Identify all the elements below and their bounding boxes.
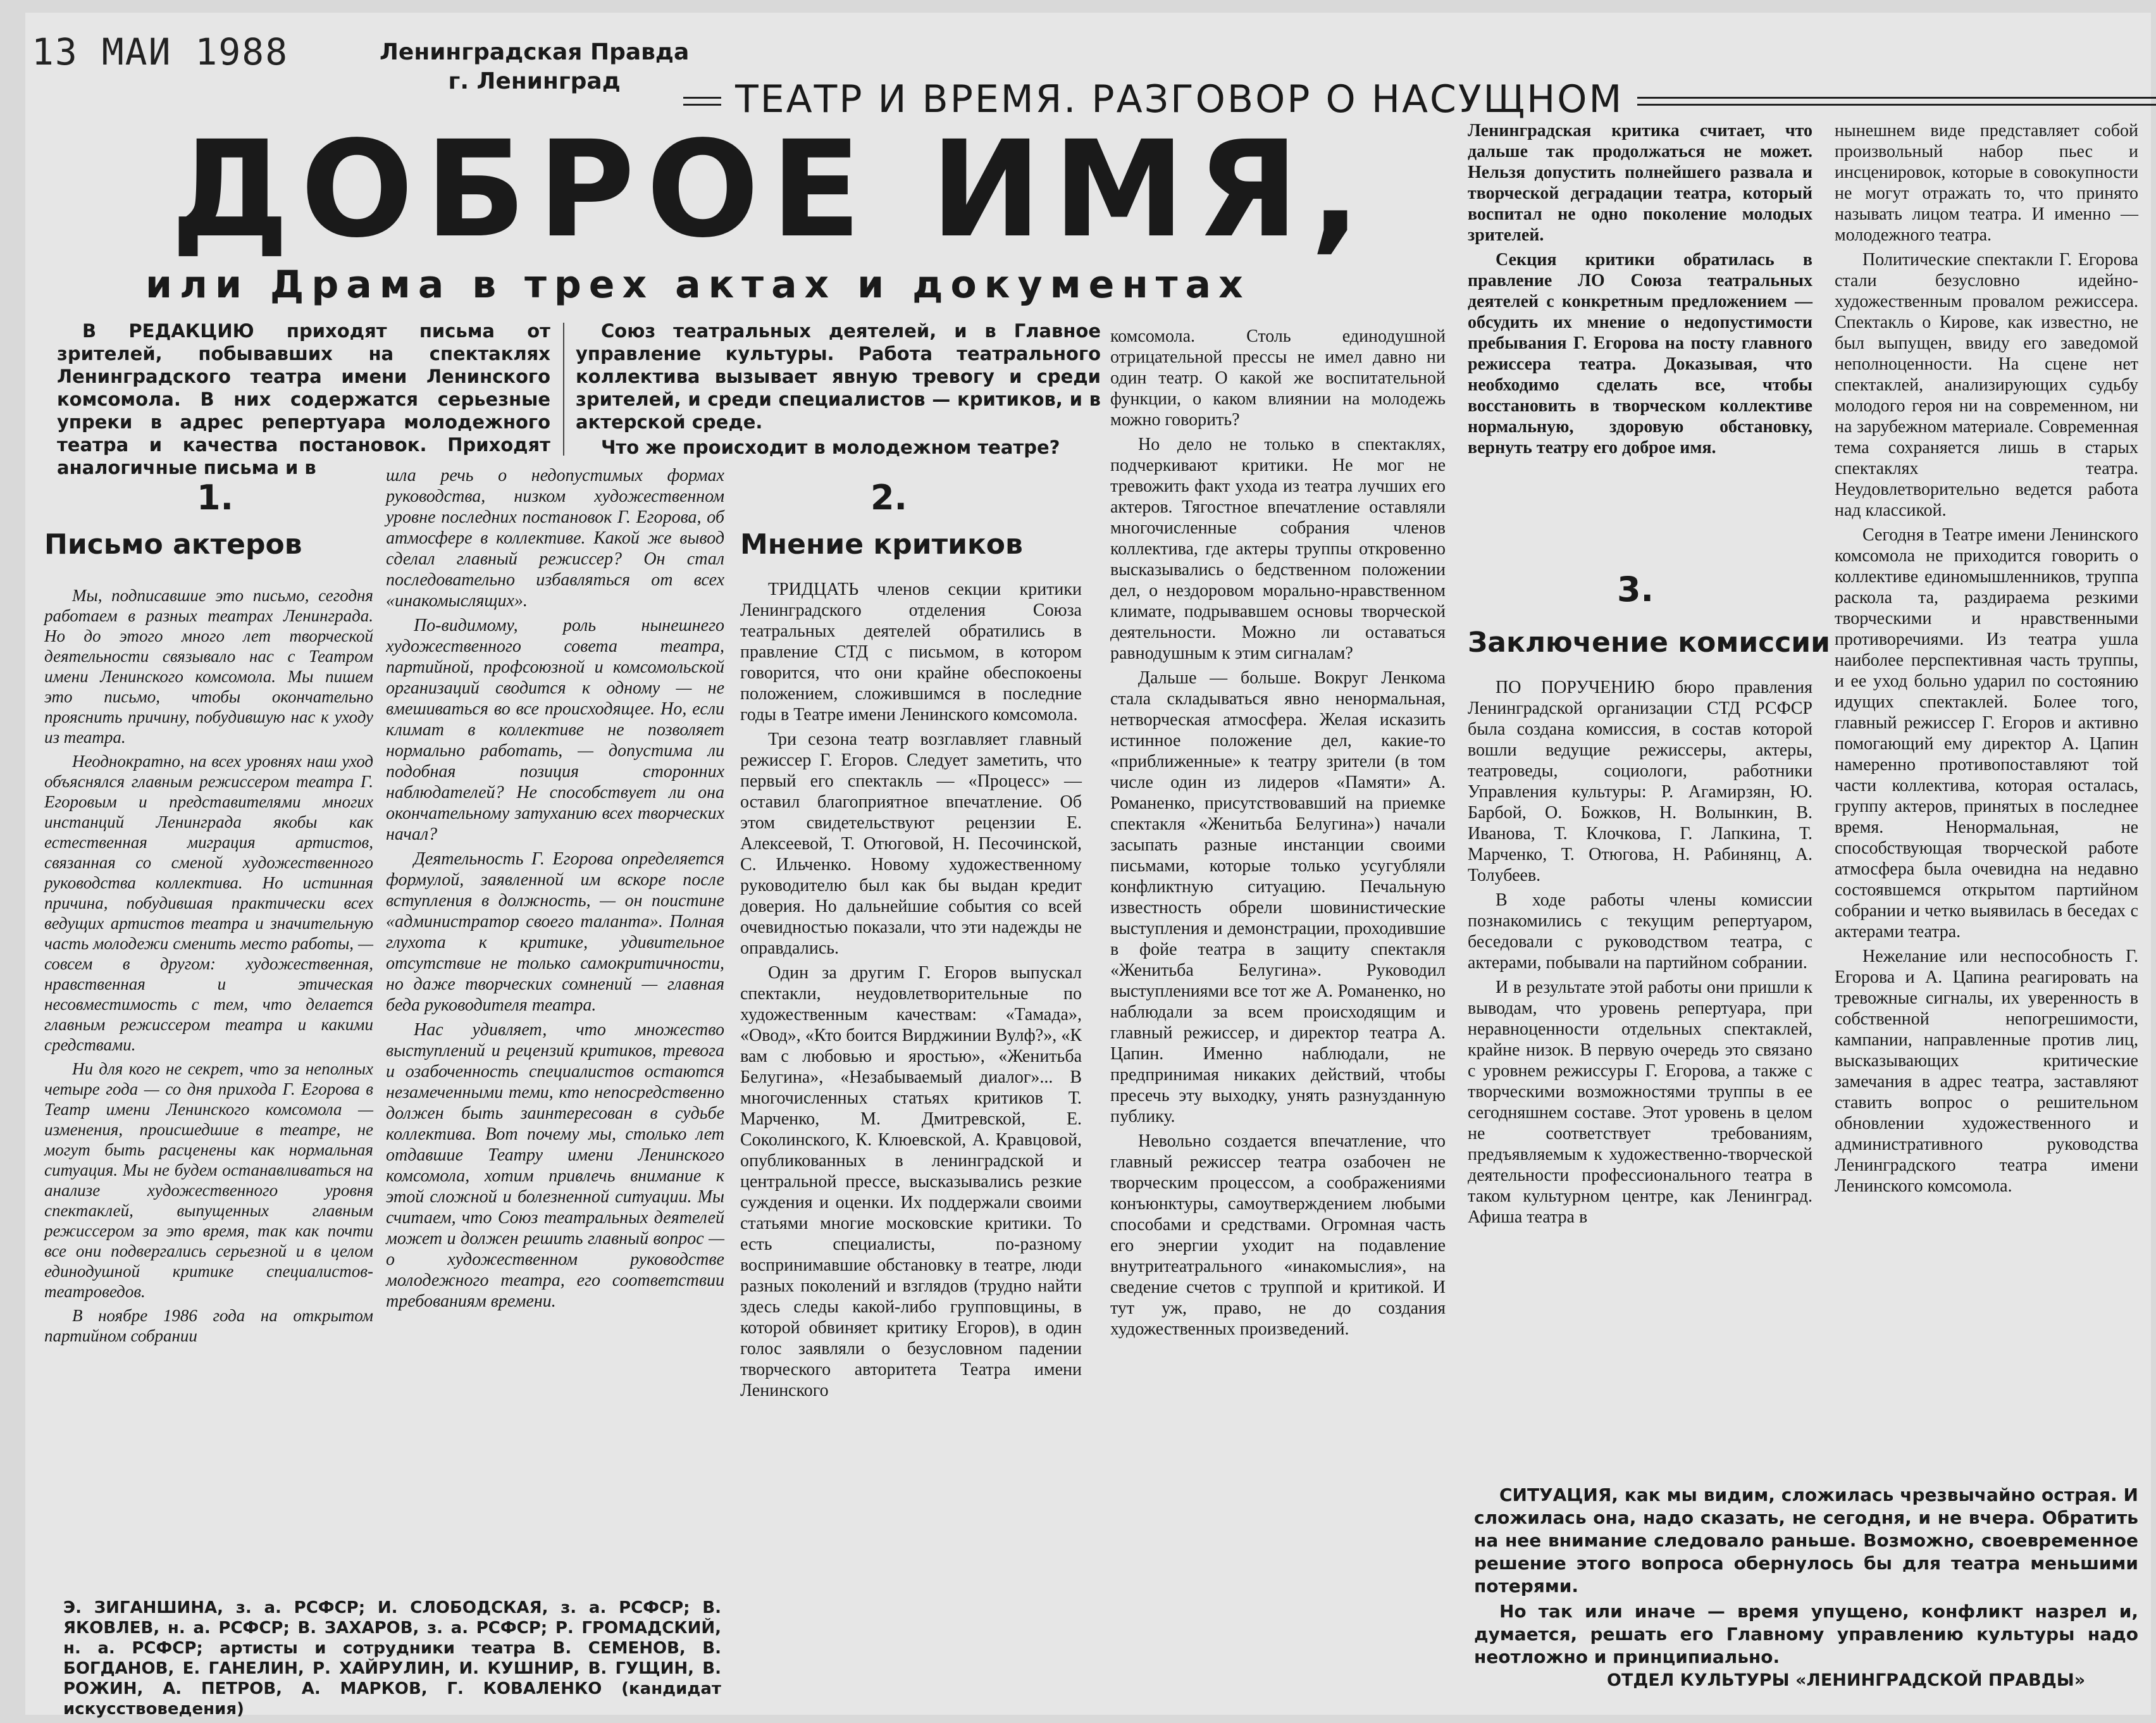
- article-title: ДОБРОЕ ИМЯ,: [171, 112, 1372, 267]
- section-1-number: 1.: [196, 478, 234, 518]
- paragraph: Нас удивляет, что множество выступлений и рецензий критиков, тревога и озабоченность специалистов остаются незамеченными теми, кто непосредственно должен быть заинтересован в судьбе коллектива. Вот почему мы, столько лет отдавшие Театру имени Ленинского комсомола, хотим привлечь внимание к этой сложной и болезненной ситуации. Мы считаем, что Союз театральных деятелей может и должен решить главный вопрос — о художественном руководстве молодежного театра, его соответствии требованиям времени.: [386, 1020, 724, 1311]
- section-2-number: 2.: [870, 478, 908, 518]
- paragraph: Деятельность Г. Егорова определяется формулой, заявленной им вскоре после вступления в должность, — он поистине «администратор своего таланта». Полная глухота к критике, удивительное отсутствие не только самокритичности, но даже творческих сомнений — главная беда руководителя театра.: [386, 849, 724, 1015]
- section-3-column-a: [1468, 677, 1812, 1231]
- paragraph: Политические спектакли Г. Егорова стали безусловно идейно-художественным провалом режиссера. Спектакль о Кирове, как известно, не был выпущен, ввиду его заведомой неполноценности. На сцене нет спектаклей, анализирующих судьбу молодого героя ни на современном, ни на зарубежном материале. Современная тема сохраняется лишь в старых спектаклях театра. Неудовлетворительно ведется работа над классикой.: [1835, 250, 2138, 520]
- paragraph: Мы, подписавшие это письмо, сегодня работаем в разных театрах Ленинграда. Но до этого много лет творческой деятельности связывало нас с Театром имени Ленинского комсомола. Мы пишем это письмо, чтобы окончательно прояснить причину, побудившую нас к уходу из театра.: [44, 586, 373, 747]
- paragraph: ПО ПОРУЧЕНИЮ бюро правления Ленинградской организации СТД РСФСР была создана комиссия, в состав которой вошли ведущие режиссеры, актеры, театроведы, социологи, работники Управления культуры: Р. Агамирзян, Ю. Барбой, О. Божков, Н. Волынкин, В. Иванова, Т. Клочкова, Г. Лапкина, Т. Марченко, Т. Отюгова, Н. Рабинянц, А. Толубеев.: [1468, 678, 1812, 885]
- paragraph: Невольно создается впечатление, что главный режиссер театра озабочен не творческим процессом, а соображениями конъюнктуры, самоутверждением любыми способами и средствами. Огромная часть его энергии уходит на подавление внутритеатрального «инакомыслия», на сведение счетов с труппой и критикой. И тут уж, право, не до создания художественных произведений.: [1110, 1131, 1446, 1339]
- paragraph: Но дело не только в спектаклях, подчеркивают критики. Не мог не тревожить факт ухода из театра лучших его актеров. Тягостное впечатление оставляли многочисленные собрания членов коллектива, где актеры труппы откровенно высказывались о бедственном положении дел, о нездоровом морально-нравственном климате, подрывавшем основы творческой деятельности. Можно ли оставаться равнодушным к этим сигналам?: [1110, 435, 1446, 663]
- section-1-title: Письмо актеров: [44, 528, 302, 561]
- rubric-rule-left: [683, 97, 721, 106]
- paragraph: Ленинградская критика считает, что дальше так продолжаться не может. Нельзя допустить полнейшего развала и творческой деградации театра, который воспитал не одно поколение молодых зрителей.: [1468, 121, 1812, 245]
- section-2-column-b: [1110, 326, 1446, 1343]
- paragraph: комсомола. Столь единодушной отрицательной прессы не имел давно ни один театр. О какой же воспитательной функции, о каком влиянии на молодежь можно говорить?: [1110, 327, 1446, 430]
- article-subtitle: или Драма в трех актах и документах: [146, 263, 1251, 307]
- source-city: г. Ленинград: [448, 68, 621, 94]
- editorial-conclusion: [1474, 1484, 2138, 1671]
- source-name: Ленинградская Правда: [380, 39, 690, 65]
- section-2-title: Мнение критиков: [740, 528, 1023, 561]
- paragraph: Три сезона театр возглавляет главный режиссер Г. Егоров. Следует заметить, что первый его спектакль — «Процесс» — оставил благоприятное впечатление. Об этом свидетельствуют рецензии Е. Алексеевой, Т. Отюговой, Н. Песочинской, С. Ильченко. Новому художественному руководителю был как бы выдан кредит доверия. Но дальнейшие события со всей очевидностью показали, что эти надежды не оправдались.: [740, 730, 1082, 958]
- section-1-column-a: [44, 585, 373, 1350]
- paragraph: Дальше — больше. Вокруг Ленкома стала складываться явно ненормальная, нетворческая атмосфера. Желая исказить истинное положение дел, какие-то «приближенные» к театру зрители (в том числе один из лидеров «Памяти» А. Романенко, присутствовавший на приемке спектакля «Женитьба Белугина») начали засыпать разные инстанции своими письмами, которые только усугубляли конфликтную ситуацию. Печальную известность обрели шовинистические выступления и демонстрации, проходившие в фойе театра в защиту спектакля «Женитьба Белугина». Руководил выступлениями все тот же А. Романенко, но наблюдали за всем происходящим и главный режиссер, и директор театра А. Цапин. Именно наблюдали, не предпринимая никаких действий, чтобы пресечь эту выходку, унять разнузданную публику.: [1110, 668, 1446, 1126]
- paragraph: И в результате этой работы они пришли к выводам, что уровень репертуара, при неравноценности отдельных спектаклей, крайне низок. В первую очередь это связано с уровнем режиссуры Г. Егорова, а также с творческими возможностями труппы в ее сегодняшнем составе. Этот уровень в целом не соответствует требованиям, предъявляемым к художественно-творческой деятельности профессионального театра в таком культурном центре, как Ленинград. Афиша театра в: [1468, 978, 1812, 1227]
- paragraph: В ходе работы члены комиссии познакомились с текущим репертуаром, беседовали с руководством театра, с актерами, побывали на партийном собрании.: [1468, 890, 1812, 973]
- paragraph: Один за другим Г. Егоров выпускал спектакли, неудовлетворительные по художественным качествам: «Тамада», «Овод», «Кто боится Вирджинии Вулф?», «К вам с любовью и яростью», «Женитьба Белугина», «Незабываемый диалог»... В многочисленных статьях критиков Т. Марченко, М. Дмитревской, Е. Соколинского, К. Клюевской, А. Кравцовой, опубликованных в ленинградской и центральной прессе, высказывались резкие суждения и оценки. Их поддержали своими статьями многие московские критики. То есть специалисты, по-разному воспринимавшие обстановку в театре, люди разных поколений и взглядов (трудно найти здесь следы какой-либо групповщины, в которой обвиняет критику Егоров), в один голос заявляли о безусловном падении творческого авторитета Театра имени Ленинского: [740, 963, 1082, 1400]
- paragraph: СИТУАЦИЯ, как мы видим, сложилась чрезвычайно острая. И сложилась она, надо сказать, не сегодня, и не вчера. Обратить на нее внимание следовало раньше. Возможно, своевременное решение этого вопроса обернулось бы для театра меньшими потерями.: [1474, 1484, 2138, 1596]
- paragraph: Нежелание или неспособность Г. Егорова и А. Цапина реагировать на тревожные сигналы, их уверенность в собственной непогрешимости, кампании, направленные против лиц, высказывающих критические замечания в адрес театра, заставляют ставить вопрос о решительном обновлении художественного и административного руководства Ленинградского театра имени Ленинского комсомола.: [1835, 947, 2138, 1196]
- newspaper-clipping: [25, 13, 2151, 1719]
- section-1-column-b: [386, 465, 724, 1316]
- paragraph: нынешнем виде представляет собой произвольный набор пьес и инсценировок, которые в совокупности не могут отражать то, что принято называть лицом театра. И именно — молодежного театра.: [1835, 121, 2138, 245]
- lead-part-1: [57, 320, 550, 482]
- paragraph: Но так или иначе — время упущено, конфликт назрел и, думается, решать его Главному управлению культуры надо неотложно и принципиально.: [1474, 1601, 2138, 1667]
- lead-question: Что же происходит в молодежном театре?: [601, 437, 1060, 458]
- section-2-column-a: [740, 579, 1082, 1405]
- lead-paragraph: В РЕДАКЦИЮ приходят письма от зрителей, побывавших на спектаклях Ленинградского театра имени Ленинского комсомола. В них содержатся серьезные упреки в адрес репертуара молодежного театра и качества постановок. Приходят аналогичные письма и в: [57, 320, 550, 478]
- byline: ОТДЕЛ КУЛЬТУРЫ «ЛЕНИНГРАДСКОЙ ПРАВДЫ»: [1607, 1670, 2086, 1690]
- paragraph: По-видимому, роль нынешнего художественного совета театра, партийной, профсоюзной и комсомольской организаций сводится к одному — не вмешиваться во все происходящее. Но, если климат в коллективе не позволяет нормально работать, — допустима ли подобная позиция сторонних наблюдателей? Не способствует ли она окончательному затуханию всех творческих начал?: [386, 616, 724, 844]
- rubric-rule-right: [1637, 97, 2156, 106]
- section-3-title: Заключение комиссии: [1468, 626, 1830, 659]
- section-3-column-b: [1835, 120, 2138, 1200]
- paragraph: Секция критики обратилась в правление ЛО Союза театральных деятелей с конкретным предложением — обсудить их мнение о недопустимости пребывания Г. Егорова на посту главного режиссера театра. Доказывая, что необходимо сделать все, чтобы восстановить в творческом коллективе нормальную, здоровую обстановку, вернуть театру его доброе имя.: [1468, 250, 1812, 457]
- paragraph: ТРИДЦАТЬ членов секции критики Ленинградского отделения Союза театральных деятелей обратились в правление СТД с письмом, в котором говорится, что они крайне обеспокоены положением, сложившимся в последние годы в Театре имени Ленинского комсомола.: [740, 580, 1082, 725]
- source-label: [380, 38, 689, 96]
- rubric-text: ТЕАТР И ВРЕМЯ. РАЗГОВОР О НАСУЩНОМ: [735, 77, 1624, 121]
- section-3-number: 3.: [1616, 569, 1654, 609]
- signatures: Э. ЗИГАНШИНА, з. а. РСФСР; И. СЛОБОДСКАЯ, з. а. РСФСР; В. ЯКОВЛЕВ, н. а. РСФСР; В. ЗАХАРОВ, з. а. РСФСР; Р. ГРОМАДСКИЙ, н. а. РСФСР; артисты и сотрудники театра В. СЕМЕНОВ, В. БОГДАНОВ, Е. ГАНЕЛИН, Р. ХАЙРУЛИН, И. КУШНИР, В. ГУЩИН, В. РОЖИН, А. ПЕТРОВ, А. МАРКОВ, Г. КОВАЛЕНКО (кандидат искусствоведения): [63, 1598, 721, 1719]
- paragraph: шла речь о недопустимых формах руководства, низком художественном уровне последних постановок Г. Егорова, об атмосфере в коллективе. Какой же вывод сделал главный режиссер? Он стал последовательно избавляться от всех «инакомыслящих».: [386, 466, 724, 611]
- section-2-column-c: [1468, 120, 1812, 462]
- paragraph: В ноябре 1986 года на открытом партийном собрании: [44, 1306, 373, 1345]
- lead-paragraph: Союз театральных деятелей, и в Главное управление культуры. Работа театрального коллектива вызывает явную тревогу и среди зрителей, и среди специалистов — критиков, и в актерской среде.: [576, 320, 1101, 433]
- paragraph: Неоднократно, на всех уровнях наш уход объяснялся главным режиссером театра Г. Егоровым и представителями многих инстанций Ленинграда якобы как естественная миграция артистов, связанная со сменой художественного руководства коллектива. Но истинная причина, побудившая практически всех ведущих артистов театра и значительную часть молодежи сменить место работы, — совсем в другом: художественная, нравственная и этическая несовместимость с тем, что делается главным режиссером театра и какими средствами.: [44, 752, 373, 1054]
- lead-part-2: [576, 320, 1101, 461]
- date-stamp: 13 МАИ 1988: [32, 30, 289, 73]
- divider: [563, 323, 564, 456]
- paragraph: Ни для кого не секрет, что за неполных четыре года — со дня прихода Г. Егорова в Театр имени Ленинского комсомола — изменения, происшедшие в театре, не могут быть расценены как нормальная ситуация. Мы не будем останавливаться на анализе художественного уровня спектаклей, выпущенных главным режиссером за это время, так как почти все они подвергались серьезной и в целом единодушной критике специалистов-театроведов.: [44, 1059, 373, 1301]
- paragraph: Сегодня в Театре имени Ленинского комсомола не приходится говорить о коллективе единомышленников, труппа раскола та, раздираема резкими творческими и нравственными противоречиями. Из театра ушла наиболее перспективная часть труппы, и ее уход больно ударил по состоянию идущих спектаклей. Более того, главный режиссер Г. Егоров и активно помогающий ему директор А. Цапин намеренно противопоставляют той части коллектива, которая осталась, группу актеров, принятых в последнее время. Ненормальная, не способствующая творческой работе атмосфера была очевидна на недавно состоявшемся открытом партийном собрании и четко выявилась в беседах с актерами театра.: [1835, 525, 2138, 942]
